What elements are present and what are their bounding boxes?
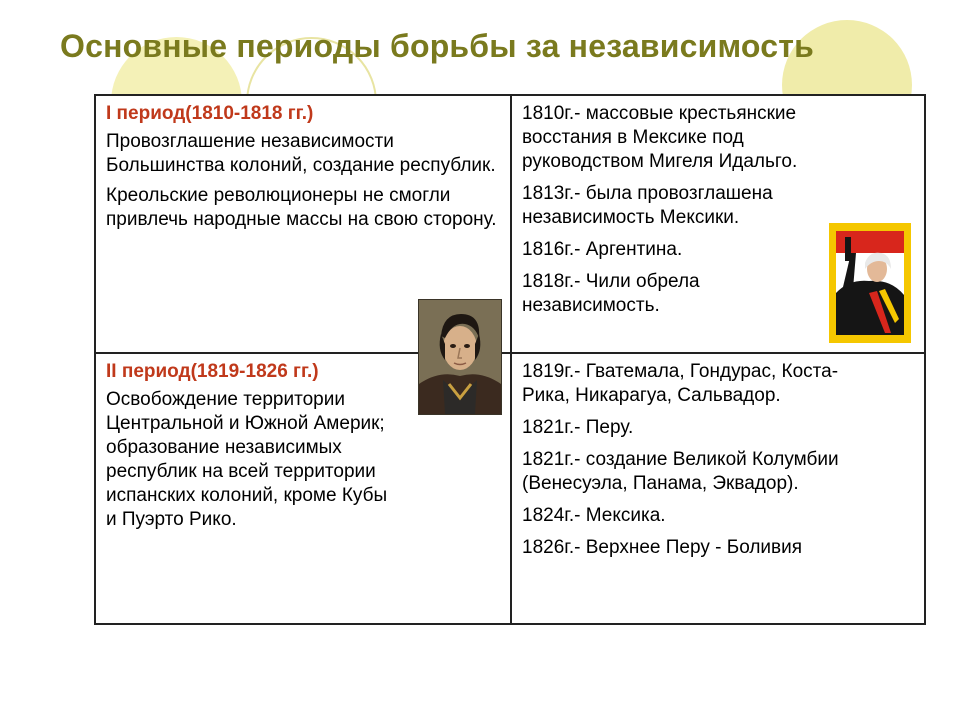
portrait-hidalgo [829, 223, 911, 343]
portrait-bolivar [418, 299, 502, 415]
event-1821-colombia: 1821г.- создание Великой Колумбии (Венесуэла, Панама, Эквадор). [522, 449, 839, 494]
event-1810: 1810г.- массовые крестьянские восстания в Мексике под руководством Мигеля Идальго. [522, 103, 798, 172]
event-1818: 1818г.- Чили обрела независимость. [522, 271, 700, 316]
period-1-description-1: Провозглашение независимости Большинства колоний, создание республик. [106, 131, 496, 176]
period-1-description-2: Креольские революционеры не смогли привлечь народные массы на свою сторону. [106, 185, 497, 230]
event-1813: 1813г.- была провозглашена независимость Мексики. [522, 183, 773, 228]
slide-title: Основные периоды борьбы за независимость [60, 28, 814, 64]
period-1-label: I период(1810-1818 гг.) [106, 103, 314, 124]
event-1819: 1819г.- Гватемала, Гондурас, Коста-Рика, Никарагуа, Сальвадор. [522, 361, 839, 406]
event-1821-peru: 1821г.- Перу. [522, 417, 634, 438]
period-2-description-1: Освобождение территории Центральной и Южной Америк; образование независимых республик на всей территории испанских колоний, кроме Кубы и Пуэрто Рико. [106, 389, 388, 530]
period-2-events-cell [511, 353, 925, 624]
table-row [95, 353, 925, 624]
periods-table [94, 94, 926, 625]
event-1824: 1824г.- Мексика. [522, 505, 666, 526]
period-2-label: II период(1819-1826 гг.) [106, 361, 319, 382]
event-1816: 1816г.- Аргентина. [522, 239, 683, 260]
table-row [95, 95, 925, 353]
event-1826: 1826г.- Верхнее Перу - Боливия [522, 537, 803, 558]
